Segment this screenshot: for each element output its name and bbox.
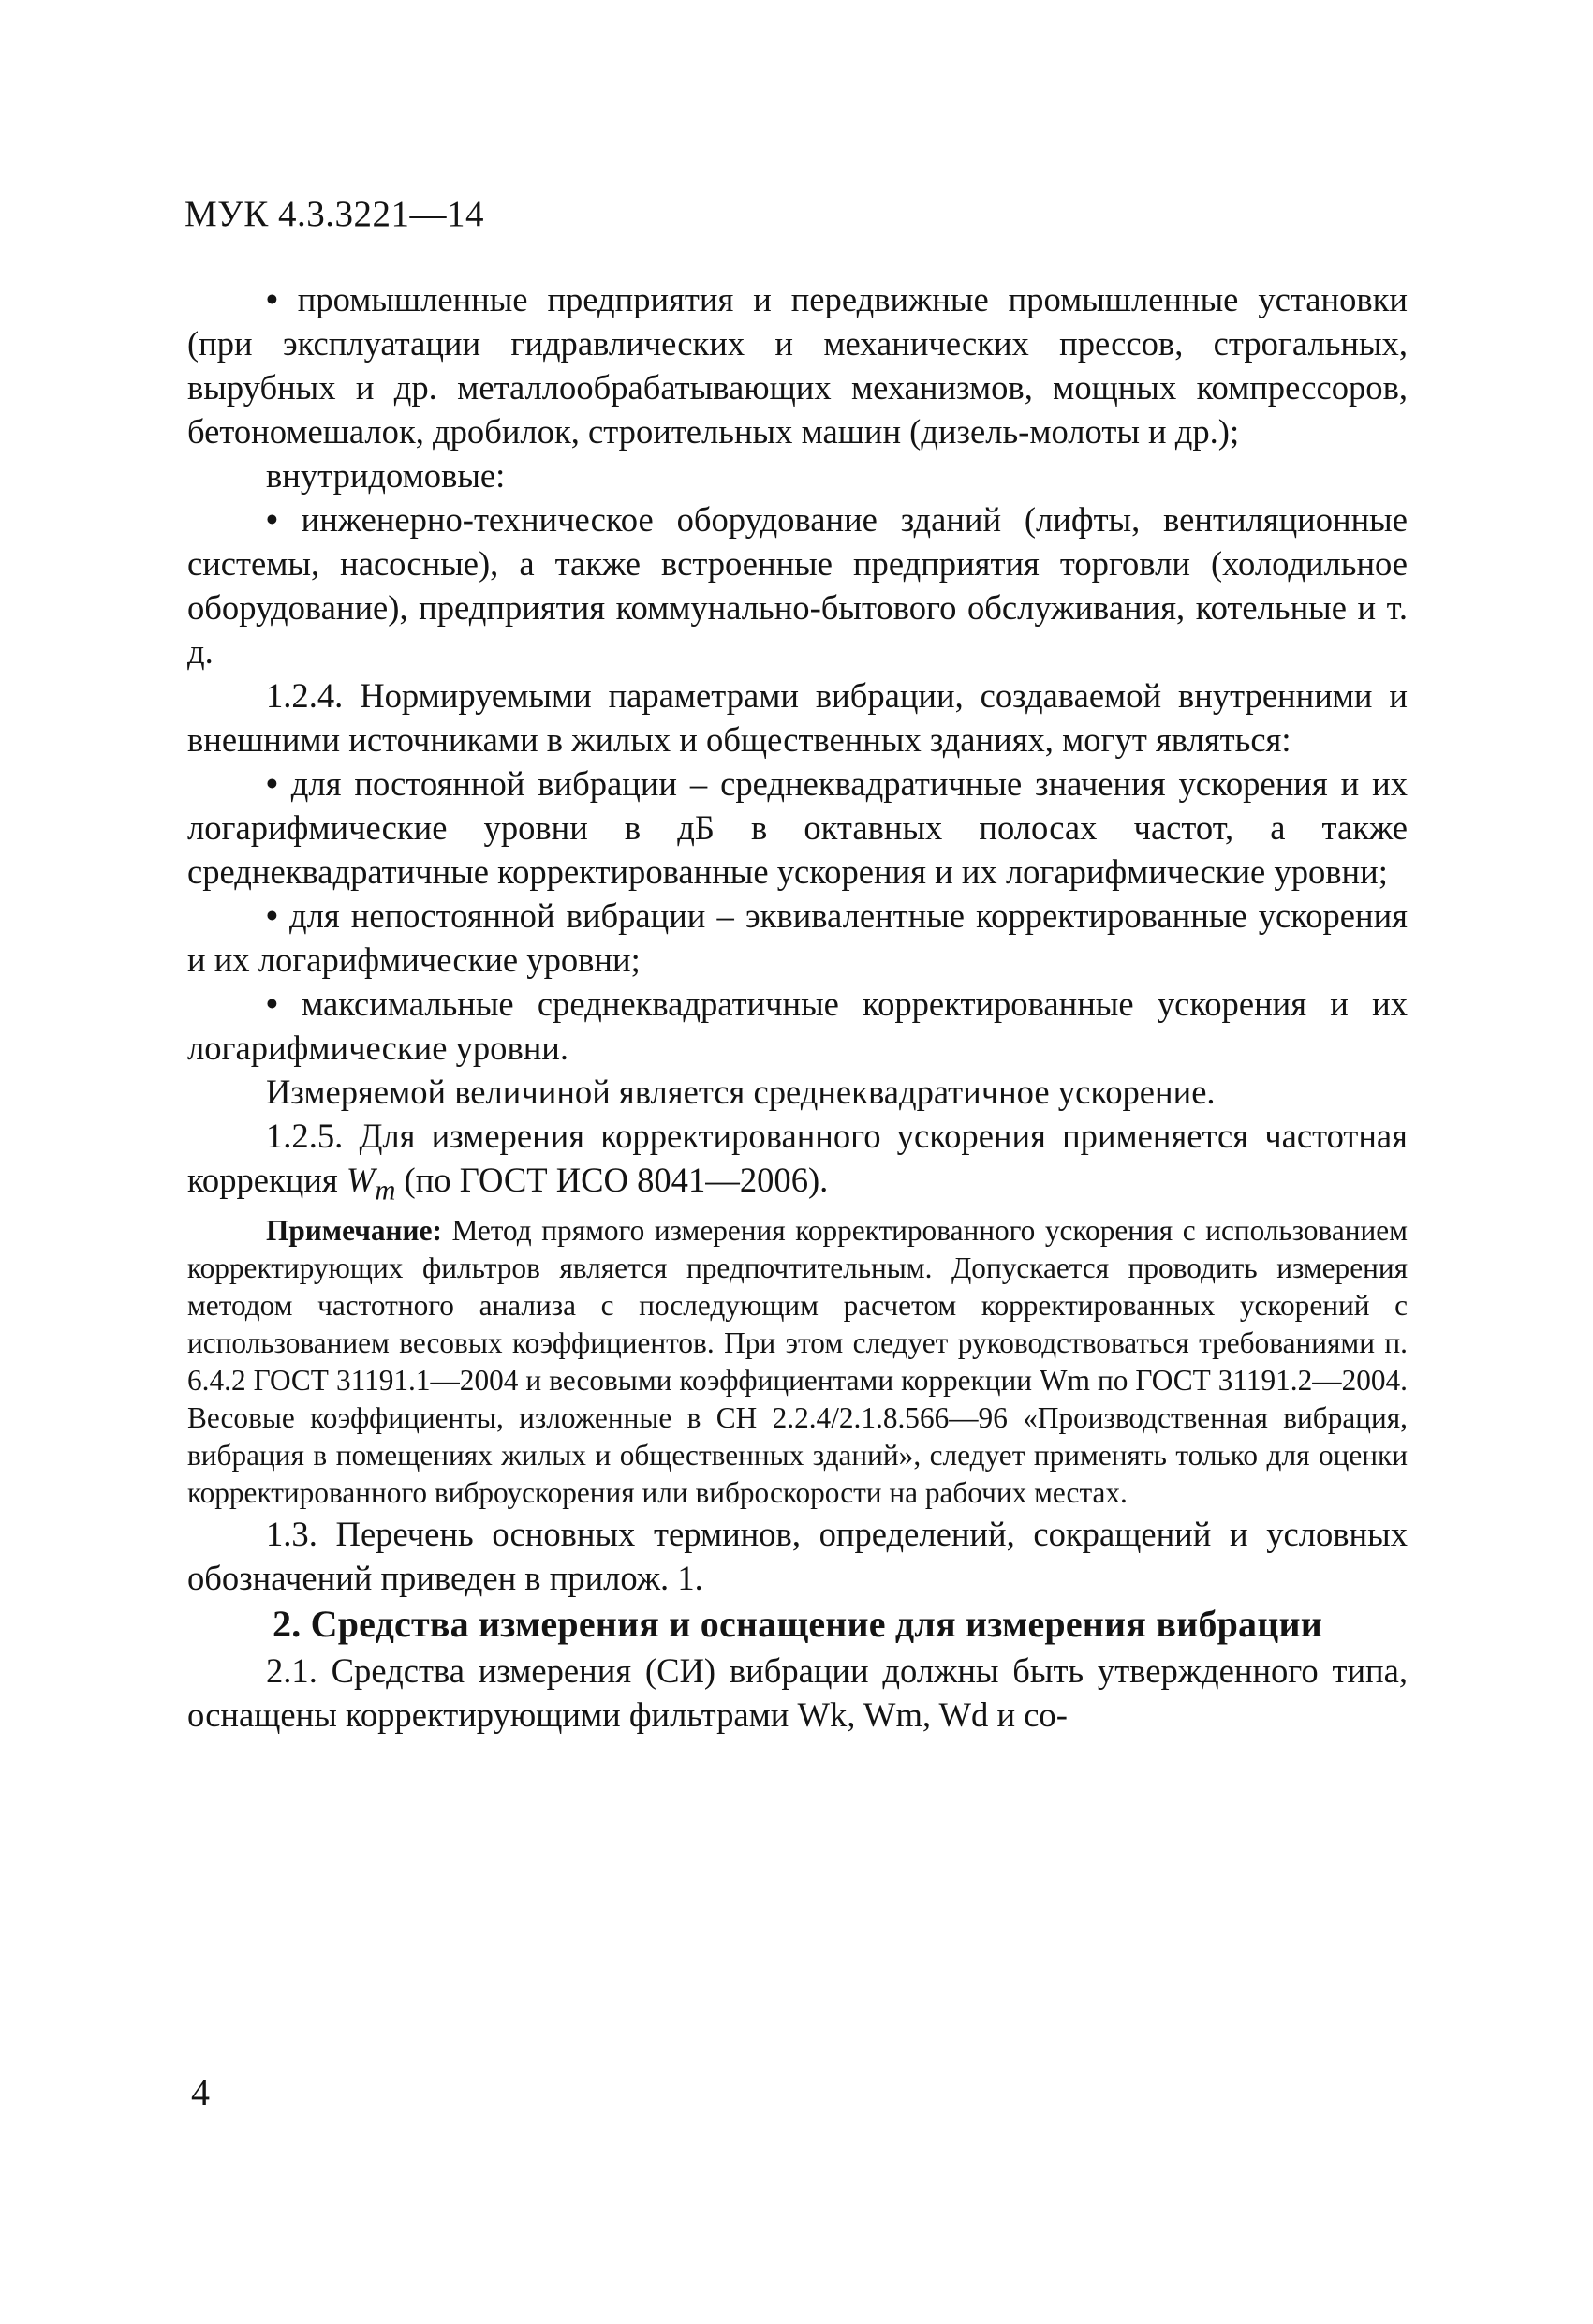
paragraph-2-1: 2.1. Средства измерения (СИ) вибрации должны быть утвержденного типа, оснащены корректирующими фильтрами Wk, Wm, Wd и со- (187, 1651, 1408, 1735)
note-block (187, 1212, 1408, 1512)
paragraph-indoor-label: внутридомовые: (266, 456, 506, 495)
wm-symbol: W (346, 1161, 376, 1199)
bullet-icon: • (266, 896, 278, 935)
list-item-text: максимальные среднеквадратичные корректированные ускорения и их логарифмические уровни. (187, 984, 1408, 1067)
list-item-text: инженерно-техническое оборудование зданий (лифты, вентиляционные системы, насосные), а также встроенные предприятия торговли (холодильное оборудование), предприятия коммунально-бытового обслуживания, котельные и т. д. (187, 500, 1408, 671)
bullet-icon: • (266, 280, 278, 318)
paragraph-1-2-5 (187, 1114, 1408, 1212)
list-item-maximum-levels (187, 982, 1408, 1070)
bullet-icon: • (266, 500, 278, 539)
list-item-text: для постоянной вибрации – среднеквадратичные значения ускорения и их логарифмические уровни в дБ в октавных полосах частот, а также среднеквадратичные корректированные ускорения и их логарифмические уровни; (187, 764, 1408, 891)
note-text: Метод прямого измерения корректированного ускорения с использованием корректирующих фильтров является предпочтительным. Допускается проводить измерения методом частотного анализа с последующим расчетом корректированных ускорений с использованием весовых коэффициентов. При этом следует руководствоваться требованиями п. 6.4.2 ГОСТ 31191.1—2004 и весовыми коэффициентами коррекции Wm по ГОСТ 31191.2—2004. Весовые коэффициенты, изложенные в СН 2.2.4/2.1.8.566—96 «Производственная вибрация, вибрация в помещениях жилых и общественных зданий», следует применять только для оценки корректированного виброускорения или виброскорости на рабочих местах. (187, 1214, 1408, 1510)
paragraph-text: 1.2.5. Для измерения корректированного ускорения применяется частотная коррекция (187, 1117, 1408, 1199)
list-item-text: для непостоянной вибрации – эквивалентные корректированные ускорения и их логарифмические уровни; (187, 896, 1408, 979)
paragraph-measured-quantity: Измеряемой величиной является среднеквадратичное ускорение. (266, 1073, 1216, 1111)
paragraph-1-3: 1.3. Перечень основных терминов, определений, сокращений и условных обозначений приведен в прилож. 1. (187, 1515, 1408, 1598)
list-item-constant-vibration (187, 762, 1408, 894)
paragraph-text: (по ГОСТ ИСО 8041—2006). (395, 1161, 829, 1199)
list-item-nonconstant-vibration (187, 894, 1408, 982)
list-item-industrial (187, 277, 1408, 453)
list-item-text: промышленные предприятия и передвижные промышленные установки (при эксплуатации гидравлических и механических прессов, строгальных, вырубных и др. металлообрабатывающих механизмов, мощных компрессоров, бетономешалок, дробилок, строительных машин (дизель-молоты и др.); (187, 280, 1408, 451)
bullet-icon: • (266, 764, 278, 803)
bullet-icon: • (266, 984, 278, 1023)
document-body (187, 277, 1408, 1737)
paragraph-1-2-4: 1.2.4. Нормируемыми параметрами вибрации, создаваемой внутренними и внешними источниками в жилых и общественных зданиях, могут являться: (187, 676, 1408, 759)
document-code-header: МУК 4.3.3221—14 (184, 194, 485, 234)
note-label: Примечание: (266, 1214, 442, 1248)
section-heading: 2. Средства измерения и оснащение для измерения вибрации (273, 1603, 1322, 1646)
wm-subscript: m (375, 1174, 396, 1206)
list-item-building-equipment (187, 497, 1408, 674)
page-number: 4 (191, 2071, 210, 2113)
